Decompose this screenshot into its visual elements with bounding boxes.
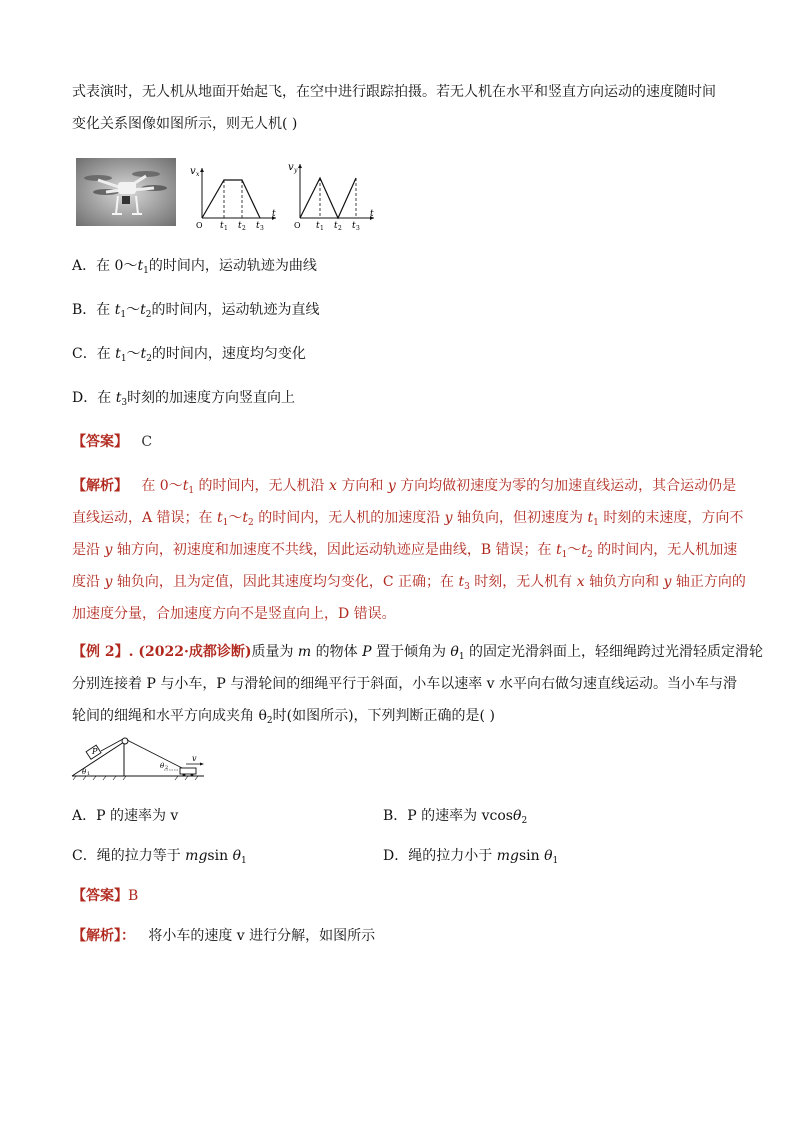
vy-tick-t1-sub: 1 [320, 225, 324, 232]
answer-label: 【答案】 [72, 434, 128, 450]
q1-stem-line1: 式表演时，无人机从地面开始起飞，在空中进行跟踪拍摄。若无人机在水平和竖直方向运动的速度随时间 [72, 84, 716, 100]
cart-icon [180, 768, 196, 774]
vx-tick-t3: t [256, 221, 260, 231]
pulley-icon [122, 738, 128, 744]
vx-tick-t1: t [220, 221, 224, 231]
q1-option-d: D．在 $t_3$时刻的加速度方向竖直向上 [72, 390, 296, 408]
q2-stem-line3: 轮间的细绳和水平方向成夹角 $\theta_2$时(如图所示)，下列判断正确的是( ) [72, 708, 495, 726]
q2-answer [72, 886, 138, 906]
q2-option-d: D．绳的拉力小于 mgsin $\theta_1$ [383, 848, 559, 866]
vx-tick-t2-sub: 2 [242, 225, 246, 232]
vx-tick-t1-sub: 1 [224, 225, 228, 232]
q1-stem-line2: 变化关系图像如图所示，则无人机( ) [72, 116, 298, 132]
vx-tick-t3-sub: 3 [260, 225, 264, 232]
q2-option-a: A．P 的速率为 v [72, 808, 179, 824]
vx-tick-t2: t [238, 221, 242, 231]
q1-analysis-line3: 是沿 y 轴方向，初速度和加速度不共线，因此运动轨迹应是曲线，B 错误；在 $t_1\sim t_2$ 的时间内，无人机加速 [72, 542, 738, 560]
q2-analysis-text: 将小车的速度 v 进行分解，如图所示 [148, 928, 376, 944]
vy-tick-t2: t [334, 221, 338, 231]
vy-t-axis-label: t [370, 209, 374, 219]
q1-answer [72, 432, 152, 452]
q2-stem-line2: 分别连接着 P 与小车，P 与滑轮间的细绳平行于斜面，小车以速率 v 水平向右做匀速直线运动。当小车与滑 [72, 676, 737, 692]
vx-origin: O [196, 221, 203, 230]
vy-t-graph [284, 156, 380, 232]
velocity-label: v [192, 754, 197, 763]
vx-axis-label: v [190, 166, 196, 177]
theta2-sub: 2 [165, 765, 169, 771]
q1-analysis-line1: 【解析】 在 $0\sim t_1$ 的时间内，无人机沿 x 方向和 y 方向均做初速度为零的匀加速直线运动，其合运动仍是 [72, 478, 737, 496]
q2-title: 【例 2】. (2022·成都诊断) [72, 644, 252, 660]
q1-analysis-line2: 直线运动，A 错误；在 $t_1\sim t_2$ 的时间内，无人机的加速度沿 y 轴负向，但初速度为 $t_1$ 时刻的末速度，方向不 [72, 510, 744, 528]
q1-option-c: C．在 $t_1\sim t_2$的时间内，速度均匀变化 [72, 346, 306, 364]
q2-option-b: B．P 的速率为 vcosθ$_2$ [383, 808, 528, 826]
vy-tick-t3: t [352, 221, 356, 231]
theta1-label: θ [82, 768, 87, 776]
q2-analysis-label: 【解析】： [72, 928, 135, 944]
q1-analysis-line4: 度沿 y 轴负向，且为定值，因此其速度均匀变化，C 正确；在 $t_3$ 时刻，无人机有 x 轴负方向和 y 轴正方向的 [72, 574, 746, 592]
theta1-sub: 1 [87, 771, 91, 777]
drone-photo [76, 158, 176, 226]
q2-answer-value: B [128, 888, 139, 904]
vy-origin: O [294, 221, 301, 230]
q2-option-c: C．绳的拉力等于 mgsin $\theta_1$ [72, 848, 247, 866]
q1-option-b: B．在 $t_1\sim t_2$的时间内，运动轨迹为直线 [72, 302, 320, 320]
drone-icon [76, 158, 176, 226]
answer-value: C [141, 434, 153, 450]
vy-tick-t2-sub: 2 [338, 225, 342, 232]
vy-tick-t1: t [316, 221, 320, 231]
vx-t-axis-label: t [272, 209, 276, 219]
vx-axis-sub: x [196, 171, 200, 178]
vx-t-graph [186, 160, 282, 232]
q2-answer-label: 【答案】 [72, 888, 128, 904]
vy-axis-label: v [288, 162, 294, 173]
theta2-label: θ [160, 762, 165, 770]
block-p-label: P [92, 747, 98, 756]
vy-tick-t3-sub: 3 [356, 225, 360, 232]
q2-stem-line1: 【例 2】. (2022·成都诊断)质量为 m 的物体 P 置于倾角为 $\theta_1$ 的固定光滑斜面上，轻细绳跨过光滑轻质定滑轮 [72, 644, 764, 662]
q1-option-a: A．在 $0\sim t_1$的时间内，运动轨迹为曲线 [72, 258, 317, 276]
vy-axis-sub: y [294, 167, 298, 174]
q1-analysis-line5: 加速度分量，合加速度方向不是竖直向上，D 错误。 [72, 606, 396, 622]
incline-pulley-figure [68, 736, 210, 782]
analysis-label: 【解析】 [72, 478, 128, 494]
q2-analysis [72, 926, 375, 946]
